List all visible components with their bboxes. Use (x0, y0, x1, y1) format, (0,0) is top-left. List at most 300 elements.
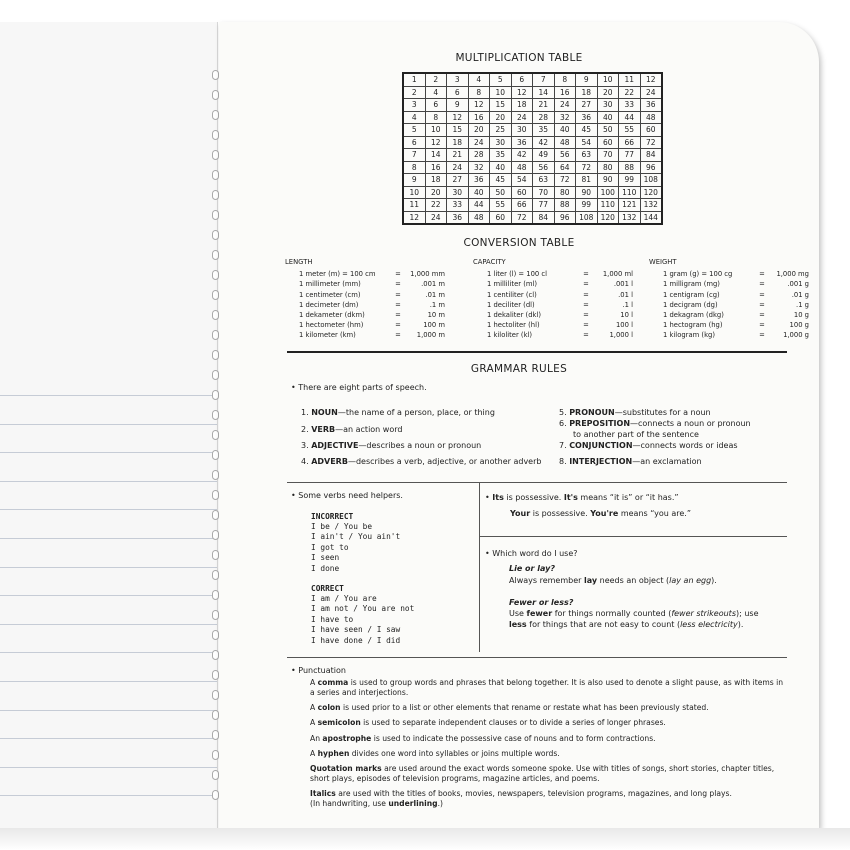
table-cell: 40 (597, 111, 619, 124)
conversion-cell: = (583, 300, 589, 309)
item-term: hyphen (317, 748, 350, 758)
table-cell: 9 (447, 99, 469, 112)
table-cell: 18 (447, 136, 469, 149)
conversion-cell: 1 hectometer (hm) (299, 321, 364, 330)
binding-hole (212, 230, 219, 240)
table-cell: 24 (640, 86, 662, 99)
table-cell: 10 (490, 86, 512, 99)
binding-hole (212, 670, 219, 680)
divider (287, 482, 787, 483)
conversion-cell: = (583, 290, 589, 299)
item-description: is used prior to a list or other elements that rename or restate what has been previously stated. (340, 703, 709, 713)
table-cell: 42 (511, 149, 533, 162)
table-row (403, 161, 662, 174)
conversion-cell: 1 milligram (mg) (663, 280, 720, 289)
item-term: ADVERB (311, 457, 348, 466)
table-cell: 96 (640, 161, 662, 174)
punctuation-item (310, 678, 790, 698)
table-cell: 14 (425, 149, 447, 162)
table-cell: 70 (597, 149, 619, 162)
left-notebook-page (0, 22, 218, 828)
table-row (403, 174, 662, 187)
conversion-row (285, 290, 445, 300)
table-cell: 3 (447, 73, 469, 86)
lie-or-lay-answer: Always remember lay needs an object (lay an egg). (509, 576, 717, 585)
binding-hole (212, 590, 219, 600)
table-row (403, 149, 662, 162)
conversion-cell: = (395, 321, 401, 330)
table-cell: 55 (490, 199, 512, 212)
conversion-cell: 10 l (620, 311, 633, 320)
table-cell: 9 (403, 174, 425, 187)
conversion-cell: = (759, 270, 765, 279)
less-answer: less for things that are not easy to count (less electricity). (509, 620, 744, 629)
conversion-cell: 1 decigram (dg) (663, 300, 718, 309)
table-cell: 3 (403, 99, 425, 112)
table-cell: 7 (533, 73, 555, 86)
binding-hole (212, 730, 219, 740)
table-cell: 16 (425, 161, 447, 174)
item-prefix: An (310, 733, 323, 743)
conversion-cell: = (395, 280, 401, 289)
table-cell: 20 (425, 186, 447, 199)
table-cell: 28 (533, 111, 555, 124)
binding-hole (212, 650, 219, 660)
table-cell: 4 (468, 73, 490, 86)
conversion-row (285, 300, 445, 310)
table-cell: 40 (468, 186, 490, 199)
table-cell: 36 (576, 111, 598, 124)
divider (479, 536, 787, 537)
item-term: ADJECTIVE (311, 441, 359, 450)
conversion-cell: = (583, 270, 589, 279)
multiplication-table (402, 72, 663, 225)
table-cell: 5 (403, 124, 425, 137)
item-description: are used with the titles of books, movies, newspapers, television programs, magazines, and long plays. (335, 789, 732, 799)
table-row (403, 199, 662, 212)
table-cell: 12 (511, 86, 533, 99)
item-description: is used to group words and phrases that belong together. It is also used to denote a slight pause, as with items in a series and interjections. (310, 678, 784, 697)
table-cell: 36 (640, 99, 662, 112)
item-number: 4. (301, 457, 309, 466)
table-cell: 24 (554, 99, 576, 112)
table-row (403, 86, 662, 99)
table-cell: 20 (597, 86, 619, 99)
fewer-or-less-question: Fewer or less? (509, 598, 574, 607)
table-cell: 40 (490, 161, 512, 174)
conversion-row (649, 279, 809, 289)
table-cell: 66 (619, 136, 641, 149)
table-cell: 77 (533, 199, 555, 212)
item-term: comma (317, 678, 349, 687)
table-cell: 22 (425, 199, 447, 212)
italics-note: (In handwriting, use (310, 799, 389, 809)
fewer-answer: Use fewer for things normally counted (fewer strikeouts); use (509, 609, 759, 618)
conversion-cell: .01 m (425, 290, 445, 299)
item-number: 8. (559, 457, 567, 466)
conversion-cell: 1 decimeter (dm) (299, 300, 359, 309)
conversion-cell: 1 dekagram (dkg) (663, 311, 724, 320)
item-term: PRONOUN (569, 408, 615, 417)
ruled-line (0, 567, 217, 568)
binding-hole (212, 630, 219, 640)
ruled-line (0, 509, 217, 510)
table-cell: 4 (403, 111, 425, 124)
table-cell: 110 (597, 199, 619, 212)
table-cell: 20 (468, 124, 490, 137)
item-term: semicolon (317, 718, 361, 728)
conversion-row (285, 320, 445, 330)
binding-hole (212, 330, 219, 340)
table-cell: 72 (511, 211, 533, 224)
table-cell: 54 (576, 136, 598, 149)
table-cell: 4 (425, 86, 447, 99)
table-cell: 2 (403, 86, 425, 99)
table-cell: 8 (468, 86, 490, 99)
table-cell: 66 (511, 199, 533, 212)
table-cell: 56 (554, 149, 576, 162)
conversion-cell: = (583, 311, 589, 320)
incorrect-example: I be / You be (311, 522, 373, 531)
item-prefix: A (310, 678, 318, 687)
table-cell: 88 (554, 199, 576, 212)
conversion-cell: 1,000 mm (410, 270, 445, 279)
table-cell: 60 (640, 124, 662, 137)
table-cell: 42 (533, 136, 555, 149)
table-cell: 45 (576, 124, 598, 137)
part-of-speech-item (559, 441, 738, 451)
conversion-row (473, 310, 633, 320)
table-cell: 44 (468, 199, 490, 212)
conversion-cell: 1 millimeter (mm) (299, 280, 361, 289)
conversion-cell: .1 l (622, 300, 633, 309)
table-cell: 30 (490, 136, 512, 149)
conversion-row (473, 320, 633, 330)
its-rule: • Its is possessive. It's means “it is” or “it has.” (485, 493, 679, 502)
part-of-speech-item (559, 408, 711, 418)
conversion-header: WEIGHT (649, 258, 677, 266)
table-cell: 7 (403, 149, 425, 162)
divider (287, 657, 787, 658)
ruled-line (0, 710, 217, 711)
conversion-cell: 10 g (793, 311, 809, 320)
punctuation-item (310, 734, 790, 744)
conversion-cell: .1 g (796, 300, 809, 309)
conversion-cell: 1 hectogram (hg) (663, 321, 723, 330)
correct-label: CORRECT (311, 584, 344, 593)
table-cell: 10 (425, 124, 447, 137)
table-cell: 24 (425, 211, 447, 224)
binding-hole (212, 310, 219, 320)
table-cell: 18 (511, 99, 533, 112)
conversion-cell: 1 hectoliter (hl) (487, 321, 540, 330)
conversion-cell: 1,000 l (609, 331, 633, 340)
binding-hole (212, 750, 219, 760)
item-term: NOUN (311, 408, 338, 417)
conversion-cell: .001 g (787, 280, 809, 289)
conversion-row (649, 300, 809, 310)
table-cell: 16 (468, 111, 490, 124)
conversion-cell: 1,000 m (416, 331, 445, 340)
binding-hole (212, 270, 219, 280)
item-number: 6. (559, 419, 567, 428)
binding-hole (212, 610, 219, 620)
item-prefix: A (310, 703, 318, 713)
binding-hole (212, 250, 219, 260)
table-cell: 132 (619, 211, 641, 224)
item-prefix: A (310, 718, 318, 728)
binding-hole (212, 150, 219, 160)
binding-hole (212, 370, 219, 380)
ruled-line (0, 395, 217, 396)
table-cell: 48 (554, 136, 576, 149)
item-term: apostrophe (322, 733, 372, 743)
conversion-cell: 1,000 mg (776, 270, 809, 279)
table-cell: 77 (619, 149, 641, 162)
table-cell: 30 (597, 99, 619, 112)
correct-example: I am / You are (311, 594, 377, 603)
table-cell: 36 (511, 136, 533, 149)
ruled-line (0, 681, 217, 682)
incorrect-example: I done (311, 563, 340, 573)
table-cell: 54 (511, 174, 533, 187)
item-number: 5. (559, 408, 567, 417)
part-of-speech-item (301, 457, 541, 467)
conversion-cell: 1 centiliter (cl) (487, 290, 537, 299)
table-cell: 35 (490, 149, 512, 162)
conversion-cell: 1 milliliter (ml) (487, 280, 538, 289)
table-cell: 24 (468, 136, 490, 149)
table-cell: 32 (468, 161, 490, 174)
table-cell: 27 (447, 174, 469, 187)
table-cell: 18 (576, 86, 598, 99)
table-cell: 132 (640, 199, 662, 212)
table-cell: 48 (640, 111, 662, 124)
table-cell: 144 (640, 211, 662, 224)
table-cell: 55 (619, 124, 641, 137)
table-cell: 12 (425, 136, 447, 149)
table-cell: 12 (640, 73, 662, 86)
punctuation-list (310, 678, 790, 809)
table-row (403, 136, 662, 149)
table-cell: 72 (640, 136, 662, 149)
table-cell: 16 (554, 86, 576, 99)
binding-hole (212, 550, 219, 560)
table-cell: 96 (554, 211, 576, 224)
conversion-cell: 100 l (615, 321, 633, 330)
table-cell: 36 (447, 211, 469, 224)
conversion-cell: = (583, 280, 589, 289)
binding-hole (212, 690, 219, 700)
vertical-divider (479, 482, 480, 652)
binding-hole (212, 170, 219, 180)
part-of-speech-item (559, 419, 751, 429)
item-description: is used to indicate the possessive case of nouns and to form contractions. (371, 733, 656, 743)
part-of-speech-item (301, 441, 481, 451)
binding-hole (212, 770, 219, 780)
binding-hole (212, 290, 219, 300)
table-cell: 10 (597, 73, 619, 86)
conversion-row (649, 290, 809, 300)
table-cell: 30 (511, 124, 533, 137)
table-cell: 63 (576, 149, 598, 162)
conversion-cell: 100 m (423, 321, 445, 330)
table-cell: 1 (403, 73, 425, 86)
preposition-continuation: to another part of the sentence (573, 430, 699, 439)
punctuation-item (310, 749, 790, 759)
item-term: Italics (310, 789, 336, 799)
table-cell: 100 (597, 186, 619, 199)
parts-of-speech-intro: • There are eight parts of speech. (291, 383, 427, 392)
item-description: —connects a noun or pronoun (630, 419, 751, 428)
binding-hole (212, 210, 219, 220)
conversion-row (285, 269, 445, 279)
table-cell: 6 (511, 73, 533, 86)
conversion-cell: 1 deciliter (dl) (487, 300, 535, 309)
conversion-row (649, 330, 809, 340)
table-cell: 15 (490, 99, 512, 112)
conversion-capacity (473, 257, 633, 341)
conversion-cell: 1 kiloliter (kl) (487, 331, 533, 340)
table-cell: 84 (533, 211, 555, 224)
item-term: PREPOSITION (569, 419, 631, 428)
conversion-row (473, 330, 633, 340)
ruled-line (0, 738, 217, 739)
table-cell: 21 (533, 99, 555, 112)
item-description: —substitutes for a noun (614, 408, 711, 417)
table-cell: 30 (447, 186, 469, 199)
table-cell: 32 (554, 111, 576, 124)
correct-example: I have seen / I saw (311, 625, 401, 635)
table-cell: 56 (533, 161, 555, 174)
item-description: is used to separate independent clauses or to divide a series of longer phrases. (360, 718, 666, 728)
binding-hole (212, 430, 219, 440)
item-description: are used around the exact words someone spoke. Use with titles of songs, short stories, chapter titles, short plays, episodes of television programs, magazine articles, and poems. (310, 764, 775, 784)
table-cell: 99 (576, 199, 598, 212)
grammar-title: GRAMMAR RULES (470, 363, 568, 375)
table-row (403, 99, 662, 112)
section-divider (287, 351, 787, 353)
ruled-line (0, 481, 217, 482)
item-number: 1. (301, 408, 309, 417)
binding-hole (212, 790, 219, 800)
conversion-cell: 1 dekaliter (dkl) (487, 311, 541, 320)
binding-hole (212, 90, 219, 100)
conversion-row (473, 269, 633, 279)
table-cell: 24 (447, 161, 469, 174)
conversion-cell: .001 m (421, 280, 445, 289)
conversion-cell: 1 dekameter (dkm) (299, 311, 365, 320)
table-cell: 44 (619, 111, 641, 124)
table-cell: 10 (403, 186, 425, 199)
ruled-line (0, 538, 217, 539)
item-description: —the name of a person, place, or thing (337, 408, 495, 417)
table-cell: 20 (490, 111, 512, 124)
lie-or-lay-question: Lie or lay? (509, 564, 556, 573)
table-cell: 12 (403, 211, 425, 224)
conversion-cell: .1 m (429, 300, 445, 309)
table-row (403, 111, 662, 124)
binding-hole (212, 350, 219, 360)
table-cell: 18 (425, 174, 447, 187)
table-row (403, 73, 662, 86)
table-cell: 70 (533, 186, 555, 199)
table-cell: 90 (597, 174, 619, 187)
table-cell: 6 (447, 86, 469, 99)
table-cell: 120 (640, 186, 662, 199)
table-cell: 11 (403, 199, 425, 212)
table-cell: 12 (447, 111, 469, 124)
ruled-line (0, 424, 217, 425)
conversion-cell: 1 gram (g) = 100 cg (663, 270, 733, 279)
table-cell: 8 (403, 161, 425, 174)
conversion-length (285, 257, 445, 341)
table-cell: 6 (403, 136, 425, 149)
table-cell: 11 (619, 73, 641, 86)
italics-note-end: .) (437, 799, 443, 809)
conversion-cell: 1 centimeter (cm) (299, 290, 361, 299)
table-cell: 8 (554, 73, 576, 86)
conversion-cell: 1 kilogram (kg) (663, 331, 715, 340)
correct-example: I am not / You are not (311, 604, 415, 614)
item-description: —an action word (335, 425, 403, 434)
table-cell: 14 (533, 86, 555, 99)
item-description: —describes a verb, adjective, or another adverb (347, 457, 542, 466)
table-cell: 88 (619, 161, 641, 174)
right-reference-page (219, 22, 819, 828)
binding-hole (212, 110, 219, 120)
part-of-speech-item (301, 425, 402, 435)
correct-list (311, 594, 414, 646)
conversion-row (285, 310, 445, 320)
table-cell: 28 (468, 149, 490, 162)
table-row (403, 186, 662, 199)
binding-hole (212, 710, 219, 720)
table-cell: 121 (619, 199, 641, 212)
table-cell: 108 (640, 174, 662, 187)
binding-hole (212, 510, 219, 520)
table-cell: 110 (619, 186, 641, 199)
item-term: colon (317, 703, 341, 713)
incorrect-label: INCORRECT (311, 512, 354, 521)
table-cell: 48 (468, 211, 490, 224)
your-rule: Your is possessive. You're means “you are.” (510, 509, 691, 518)
table-row (403, 211, 662, 224)
ruled-line (0, 624, 217, 625)
conversion-cell: = (395, 311, 401, 320)
item-number: 7. (559, 441, 567, 450)
item-description: —describes a noun or pronoun (358, 441, 482, 450)
conversion-row (649, 269, 809, 279)
table-cell: 84 (640, 149, 662, 162)
item-description: —an exclamation (632, 457, 702, 466)
conversion-cell: = (759, 280, 765, 289)
conversion-cell: 1 meter (m) = 100 cm (299, 270, 376, 279)
table-cell: 64 (554, 161, 576, 174)
conversion-cell: 1 centigram (cg) (663, 290, 720, 299)
table-cell: 21 (447, 149, 469, 162)
table-cell: 81 (576, 174, 598, 187)
conversion-row (285, 330, 445, 340)
binding-hole (212, 190, 219, 200)
table-cell: 63 (533, 174, 555, 187)
table-cell: 36 (468, 174, 490, 187)
ruled-line (0, 652, 217, 653)
punctuation-item (310, 764, 790, 784)
correct-example: I have done / I did (311, 635, 401, 645)
helpers-intro: • Some verbs need helpers. (291, 491, 403, 500)
item-term: CONJUNCTION (569, 441, 633, 450)
